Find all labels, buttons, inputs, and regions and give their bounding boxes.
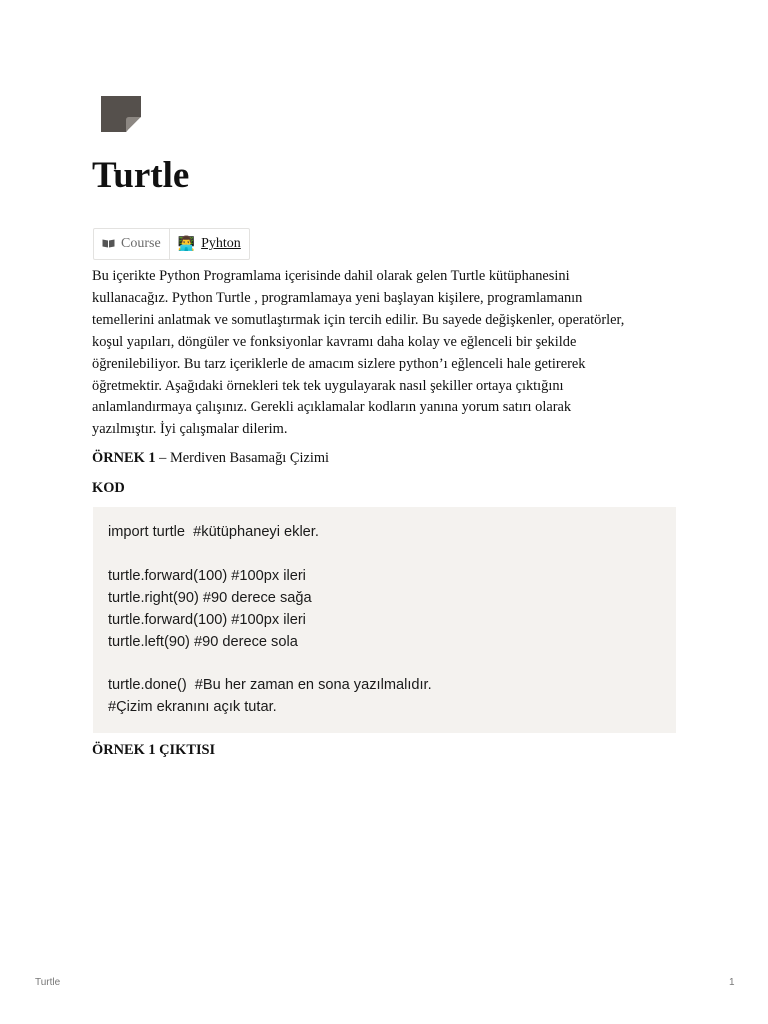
intro-paragraph xyxy=(92,266,682,441)
code-line: turtle.forward(100) #100px ileri xyxy=(108,567,306,584)
code-line xyxy=(108,544,661,566)
property-key-label: Course xyxy=(121,236,161,251)
example-heading xyxy=(92,448,329,468)
property-value-link[interactable]: Pyhton xyxy=(201,236,241,251)
code-line: #Çizim ekranını açık tutar. xyxy=(108,699,277,716)
technologist-icon: 👨‍💻 xyxy=(177,236,196,252)
intro-line: öğretmektir. Aşağıdaki örnekleri tek tek uygulayarak nasıl şekiller ortaya çıktığını xyxy=(92,377,564,394)
footer-doc-title: Turtle xyxy=(35,977,61,988)
example-title: – Merdiven Basamağı Çizimi xyxy=(155,450,330,466)
intro-line: koşul yapıları, döngüler ve fonksiyonlar kavramı daha kolay ve eğlenceli bir şekilde xyxy=(92,333,577,350)
intro-line: yazılmıştır. İyi çalışmalar dilerim. xyxy=(92,421,288,438)
code-line xyxy=(108,653,661,675)
property-value[interactable] xyxy=(169,229,249,259)
intro-line: kullanacağız. Python Turtle , programlamaya yeni başlayan kişilere, programlamanın xyxy=(92,289,583,306)
intro-line: öğrenilebiliyor. Bu tarz içeriklerle de amacım sizlere python’ı eğlenceli hale getirerek xyxy=(92,355,586,372)
book-icon xyxy=(102,229,115,259)
example-label: ÖRNEK 1 xyxy=(92,450,156,466)
intro-line: anlamlandırmaya çalışınız. Gerekli açıklamalar kodların yanına yorum satırı olarak xyxy=(92,399,572,416)
code-line: turtle.left(90) #90 derece sola xyxy=(108,633,298,650)
page-title: Turtle xyxy=(92,155,190,196)
code-line: turtle.forward(100) #100px ileri xyxy=(108,611,306,628)
code-block xyxy=(93,507,676,733)
intro-line: Bu içerikte Python Programlama içerisinde dahil olarak gelen Turtle kütüphanesini xyxy=(92,268,570,284)
code-line: import turtle #kütüphaneyi ekler. xyxy=(108,524,319,540)
properties-bar xyxy=(93,228,250,260)
code-line: turtle.right(90) #90 derece sağa xyxy=(108,589,312,606)
code-line: turtle.done() #Bu her zaman en sona yazılmalıdır. xyxy=(108,677,432,694)
note-icon xyxy=(101,96,141,132)
code-heading: KOD xyxy=(92,480,125,496)
footer-page-number: 1 xyxy=(729,977,735,988)
property-key xyxy=(94,229,169,259)
output-heading: ÖRNEK 1 ÇIKTISI xyxy=(92,742,216,758)
intro-line: temellerini anlatmak ve somutlaştırmak için tercih edilir. Bu sayede değişkenler, operatörler, xyxy=(92,311,625,328)
